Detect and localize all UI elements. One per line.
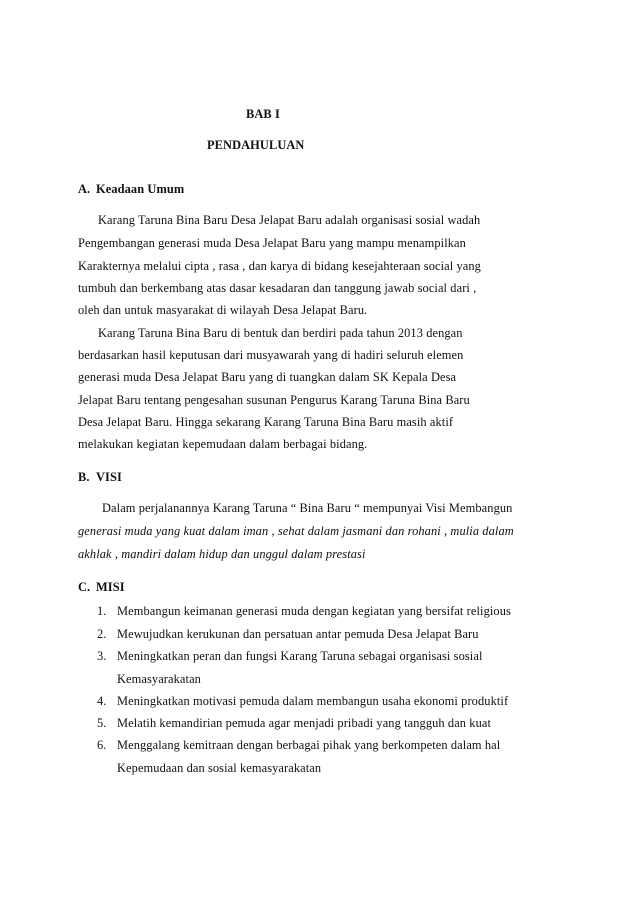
chapter-label: BAB I bbox=[246, 107, 280, 121]
list-item-text: Menggalang kemitraan dengan berbagai pihak yang berkompeten dalam hal bbox=[117, 738, 501, 752]
paragraph-line: Desa Jelapat Baru. Hingga sekarang Karang Taruna Bina Baru masih aktif bbox=[78, 415, 454, 429]
section-c-heading bbox=[78, 579, 125, 595]
paragraph-line: Pengembangan generasi muda Desa Jelapat Baru yang mampu menampilkan bbox=[78, 236, 466, 250]
paragraph-line: generasi muda Desa Jelapat Baru yang di tuangkan dalam SK Kepala Desa bbox=[78, 370, 457, 384]
paragraph-line: tumbuh dan berkembang atas dasar kesadaran dan tanggung jawab social dari , bbox=[78, 281, 477, 295]
paragraph-line: melakukan kegiatan kepemudaan dalam berbagai bidang. bbox=[78, 437, 368, 451]
list-item-text: Mewujudkan kerukunan dan persatuan antar pemuda Desa Jelapat Baru bbox=[117, 627, 479, 641]
section-a-title: Keadaan Umum bbox=[96, 182, 185, 196]
list-item-number: 4. bbox=[97, 694, 107, 708]
list-item-number: 2. bbox=[97, 627, 107, 641]
visi-line-italic: akhlak , mandiri dalam hidup dan unggul dalam prestasi bbox=[78, 547, 366, 561]
paragraph-line: Karakternya melalui cipta , rasa , dan karya di bidang kesejahteraan social yang bbox=[78, 259, 481, 273]
chapter-title: PENDAHULUAN bbox=[207, 138, 305, 152]
section-b-heading bbox=[78, 469, 122, 485]
list-item-number: 6. bbox=[97, 738, 107, 752]
list-item-number: 1. bbox=[97, 604, 107, 618]
section-c-title: MISI bbox=[96, 580, 125, 594]
section-a-heading bbox=[78, 181, 184, 197]
list-item-text: Kemasyarakatan bbox=[117, 672, 201, 686]
paragraph-line: Karang Taruna Bina Baru di bentuk dan berdiri pada tahun 2013 dengan bbox=[98, 326, 463, 340]
list-item-text: Meningkatkan motivasi pemuda dalam membangun usaha ekonomi produktif bbox=[117, 694, 509, 708]
list-item-text: Meningkatkan peran dan fungsi Karang Taruna sebagai organisasi sosial bbox=[117, 649, 483, 663]
list-item-text: Membangun keimanan generasi muda dengan kegiatan yang bersifat religious bbox=[117, 604, 511, 618]
paragraph-line: Karang Taruna Bina Baru Desa Jelapat Baru adalah organisasi sosial wadah bbox=[98, 213, 481, 227]
section-c-number: C. bbox=[78, 580, 91, 594]
list-item-text: Kepemudaan dan sosial kemasyarakatan bbox=[117, 761, 322, 775]
list-item-number: 5. bbox=[97, 716, 107, 730]
section-a-number: A. bbox=[78, 182, 91, 196]
visi-line-italic: generasi muda yang kuat dalam iman , sehat dalam jasmani dan rohani , mulia dalam bbox=[78, 524, 514, 538]
paragraph-line: berdasarkan hasil keputusan dari musyawarah yang di hadiri seluruh elemen bbox=[78, 348, 464, 362]
list-item-text: Melatih kemandirian pemuda agar menjadi pribadi yang tangguh dan kuat bbox=[117, 716, 492, 730]
section-b-number: B. bbox=[78, 470, 90, 484]
paragraph-line: oleh dan untuk masyarakat di wilayah Desa Jelapat Baru. bbox=[78, 303, 368, 317]
section-b-title: VISI bbox=[96, 470, 122, 484]
visi-line: Dalam perjalanannya Karang Taruna “ Bina Baru “ mempunyai Visi Membangun bbox=[102, 501, 513, 515]
paragraph-line: Jelapat Baru tentang pengesahan susunan Pengurus Karang Taruna Bina Baru bbox=[78, 393, 470, 407]
list-item-number: 3. bbox=[97, 649, 107, 663]
